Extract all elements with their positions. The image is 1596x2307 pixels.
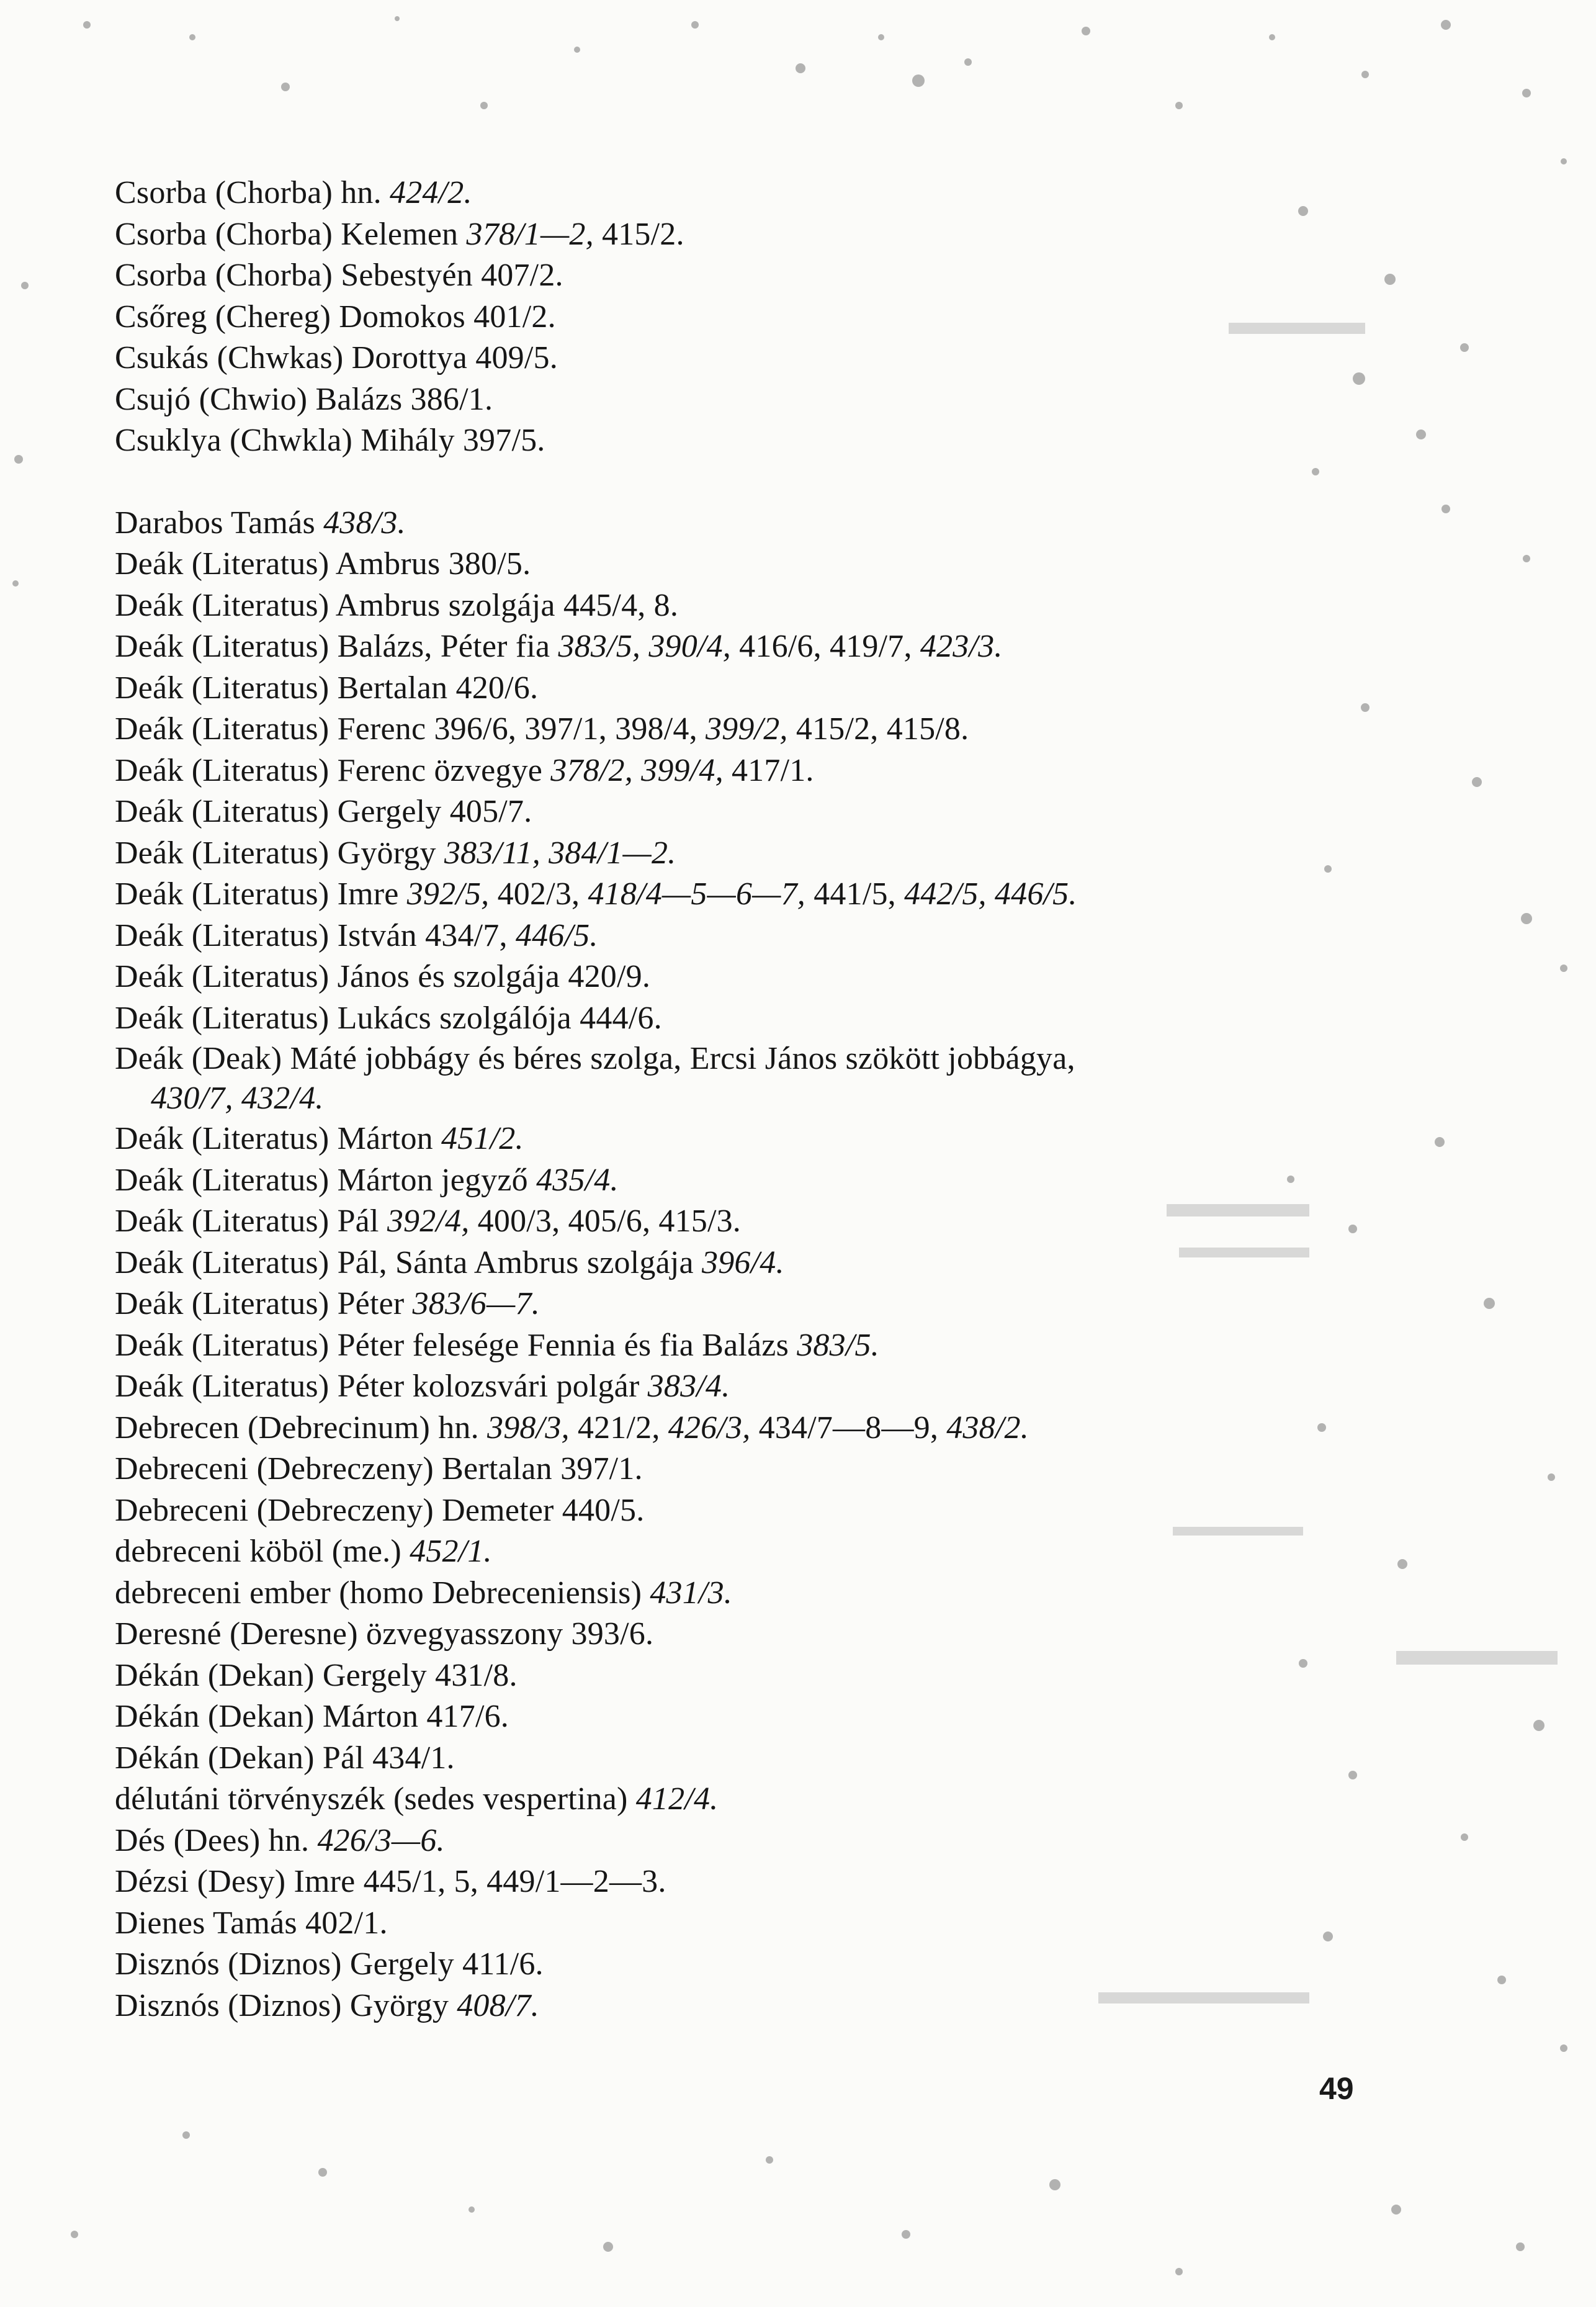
page-reference-italic: 435/4. [536, 1162, 619, 1198]
index-entry [115, 956, 1381, 998]
index-entry [115, 338, 1381, 379]
page-number: 49 [1319, 2071, 1354, 2106]
page-reference-italic: 383/4. [647, 1369, 730, 1404]
index-entry [115, 750, 1381, 792]
entry-text: Dézsi (Desy) Imre 445/1, 5, 449/1—2—3. [115, 1864, 666, 1899]
index-entry [115, 1903, 1381, 1945]
entry-text: Deák (Literatus) Gergely 405/7. [115, 794, 532, 829]
index-entry [115, 1408, 1381, 1449]
entry-text: Darabos Tamás [115, 505, 324, 541]
entry-text: Dienes Tamás 402/1. [115, 1905, 388, 1941]
page-reference-italic: 451/2. [441, 1121, 524, 1156]
entry-text: Deresné (Deresne) özvegyasszony 393/6. [115, 1616, 654, 1652]
entry-text: 434/7—8—9, [750, 1410, 947, 1446]
index-entry [115, 420, 1381, 462]
entry-text: 402/3, [489, 876, 588, 912]
page-reference-italic: 392/4, [387, 1203, 470, 1239]
page-reference-italic: 423/3. [920, 629, 1003, 664]
page-reference-italic: 412/4. [635, 1781, 719, 1817]
entry-text: Csorba (Chorba) Kelemen [115, 216, 467, 252]
entry-text: Dékán (Dekan) Gergely 431/8. [115, 1657, 518, 1693]
entry-text: Deák (Literatus) Bertalan 420/6. [115, 670, 539, 706]
index-entry [115, 1820, 1381, 1862]
entry-text: Csujó (Chwio) Balázs 386/1. [115, 381, 493, 417]
entry-text: Csuklya (Chwkla) Mihály 397/5. [115, 423, 545, 458]
entry-text: Deák (Literatus) Ambrus 380/5. [115, 546, 531, 582]
entry-text: 441/5, [805, 876, 905, 912]
index-entry [115, 1284, 1381, 1325]
index-entry [115, 1531, 1381, 1573]
entry-text: Deák (Literatus) György [115, 835, 444, 871]
entry-text: debreceni ember (homo Debreceniensis) [115, 1575, 650, 1611]
index-entry [115, 1738, 1381, 1779]
index-entry [115, 214, 1381, 256]
entry-text: Deák (Literatus) Ferenc özvegye [115, 752, 551, 788]
index-entry [115, 1573, 1381, 1614]
index-entry [115, 626, 1381, 668]
index-entry [115, 998, 1381, 1040]
index-entry-wrapped [115, 1039, 1374, 1118]
page-reference-italic: 426/3—6. [317, 1822, 445, 1858]
entry-text: Deák (Literatus) Márton jegyző [115, 1162, 537, 1198]
index-entry [115, 833, 1381, 875]
wrapped-entry-continuation: 430/7, 432/4. [151, 1081, 324, 1116]
entry-text: Deák (Literatus) Lukács szolgálója 444/6. [115, 1000, 662, 1036]
entry-text: 400/3, 405/6, 415/3. [469, 1203, 742, 1239]
page-reference-italic: 408/7. [457, 1987, 539, 2023]
index-entry [115, 1160, 1381, 1202]
entry-text: Dékán (Dekan) Márton 417/6. [115, 1699, 509, 1734]
page-reference-italic: 378/1—2, [466, 216, 594, 252]
entry-text: Deák (Literatus) Péter felesége Fennia és fia Balázs [115, 1327, 797, 1363]
index-entry [115, 1243, 1381, 1284]
index-entry [115, 1985, 1381, 2027]
index-entry [115, 1449, 1381, 1490]
index-entry [115, 791, 1381, 833]
index-entry [115, 173, 1381, 214]
entry-text: Deák (Literatus) Pál [115, 1203, 387, 1239]
entry-text: Csukás (Chwkas) Dorottya 409/5. [115, 340, 558, 376]
entry-text: délutáni törvényszék (sedes vespertina) [115, 1781, 636, 1817]
entry-text: Debreceni (Debreczeny) Bertalan 397/1. [115, 1451, 643, 1486]
entry-text: Dékán (Dekan) Pál 434/1. [115, 1740, 455, 1776]
index-entry [115, 1696, 1381, 1738]
index-entry [115, 255, 1381, 297]
entry-text: Deák (Literatus) Imre [115, 876, 407, 912]
page-reference-italic: 424/2. [390, 175, 472, 210]
index-entry [115, 544, 1381, 585]
entry-text: Deák (Literatus) Ambrus szolgája 445/4, 8. [115, 587, 679, 623]
entry-text: Disznós (Diznos) Gergely 411/6. [115, 1946, 544, 1982]
entry-text: Debreceni (Debreczeny) Demeter 440/5. [115, 1492, 645, 1528]
index-entry [115, 1118, 1381, 1160]
entry-text: Deák (Literatus) Pál, Sánta Ambrus szolgája [115, 1244, 702, 1280]
wrapped-entry-line: Deák (Deak) Máté jobbágy és béres szolga, Ercsi János szökött jobbágya, [115, 1041, 1075, 1076]
page-reference-italic: 398/3, [487, 1410, 570, 1446]
page-reference-italic: 383/5. [797, 1327, 879, 1363]
page-reference-italic: 452/1. [410, 1534, 492, 1569]
entry-text: 417/1. [723, 752, 814, 788]
entry-text: Dés (Dees) hn. [115, 1822, 318, 1858]
entry-text: 421/2, [569, 1410, 668, 1446]
index-entry [115, 379, 1381, 421]
index-entry [115, 668, 1381, 709]
page-reference-italic: 378/2, 399/4, [550, 752, 724, 788]
index-entry [115, 503, 1381, 544]
entry-text: Csőreg (Chereg) Domokos 401/2. [115, 299, 556, 335]
entry-text: Deák (Literatus) Péter kolozsvári polgár [115, 1369, 648, 1404]
index-entry [115, 1201, 1381, 1243]
entry-text: Deák (Literatus) Márton [115, 1121, 442, 1156]
page-reference-italic: 431/3. [650, 1575, 732, 1611]
entry-text: 415/2. [593, 216, 684, 252]
entry-text: Deák (Literatus) Balázs, Péter fia [115, 629, 558, 664]
page-reference-italic: 446/5. [515, 917, 598, 953]
index-entry [115, 874, 1381, 915]
index-entry [115, 709, 1381, 750]
entry-text: debreceni köböl (me.) [115, 1534, 410, 1569]
page-reference-italic: 442/5, 446/5. [904, 876, 1077, 912]
page-reference-italic: 399/2, [705, 711, 788, 747]
index-entry [115, 1325, 1381, 1367]
index-entry [115, 1490, 1381, 1532]
entry-text: Debrecen (Debrecinum) hn. [115, 1410, 488, 1446]
index-entry [115, 1944, 1381, 1985]
index-entry [115, 297, 1381, 338]
page-reference-italic: 396/4. [702, 1244, 784, 1280]
entry-text: Csorba (Chorba) hn. [115, 175, 390, 210]
index-entry [115, 1779, 1381, 1820]
page-reference-italic: 438/2. [946, 1410, 1029, 1446]
entry-text: 415/2, 415/8. [787, 711, 969, 747]
entry-text: 416/6, 419/7, [730, 629, 920, 664]
index-entry [115, 1861, 1381, 1903]
page-reference-italic: 383/5, 390/4, [558, 629, 731, 664]
page-reference-italic: 438/3. [323, 505, 406, 541]
entry-text: Csorba (Chorba) Sebestyén 407/2. [115, 258, 563, 293]
section-gap [115, 462, 1381, 503]
page-reference-italic: 392/5, [406, 876, 490, 912]
entry-text: Deák (Literatus) István 434/7, [115, 917, 516, 953]
index-entry [115, 1614, 1381, 1655]
index-entry [115, 1366, 1381, 1408]
index-entry [115, 1655, 1381, 1697]
index-entry [115, 915, 1381, 957]
entry-text: Deák (Literatus) János és szolgája 420/9. [115, 959, 651, 994]
page-reference-italic: 418/4—5—6—7, [588, 876, 806, 912]
page-reference-italic: 383/6—7. [412, 1286, 540, 1321]
index-entry [115, 585, 1381, 627]
entry-text: Deák (Literatus) Ferenc 396/6, 397/1, 398/4, [115, 711, 706, 747]
page-reference-italic: 426/3, [668, 1410, 751, 1446]
entry-text: Disznós (Diznos) György [115, 1987, 457, 2023]
page-reference-italic: 383/11, 384/1—2. [444, 835, 676, 871]
index-list [115, 173, 1381, 2026]
entry-text: Deák (Literatus) Péter [115, 1286, 413, 1321]
